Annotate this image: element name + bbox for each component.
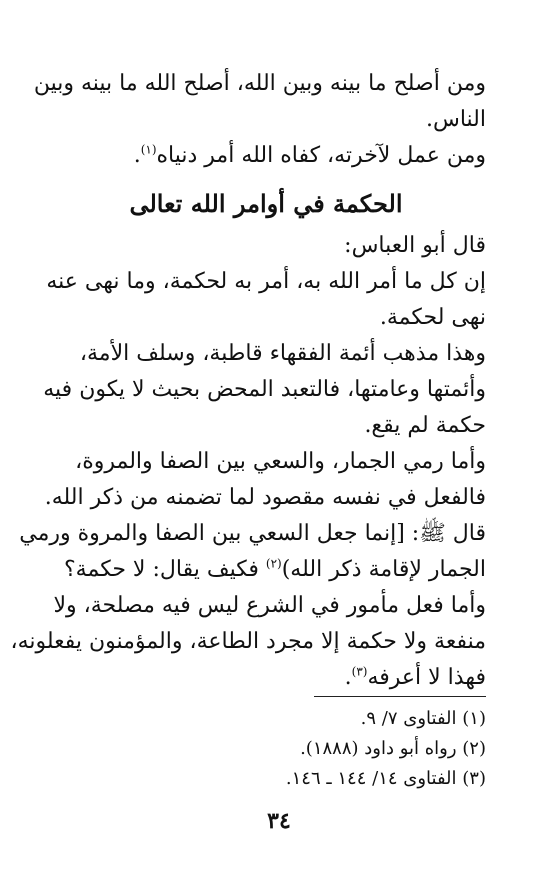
- text-line: [46, 552, 486, 588]
- footnote-divider: [314, 696, 486, 697]
- text-line: ومن أصلح ما بينه وبين الله، أصلح الله ما بينه وبين: [33, 71, 486, 96]
- text-run: فكيف يقال: لا حكمة؟: [64, 557, 266, 582]
- text-line: منفعة ولا حكمة إلا مجرد الطاعة، والمؤمنون يفعلونه،: [10, 629, 486, 654]
- footnote: (٣) الفتاوى ١٤/ ١٤٤ ـ ١٤٦.: [285, 768, 486, 789]
- text-run: ومن عمل لآخرته، كفاه الله أمر دنياه: [156, 143, 486, 168]
- footnote: (٢) رواه أبو داود (١٨٨٨).: [300, 738, 486, 759]
- text-line: وأما فعل مأمور في الشرع ليس فيه مصلحة، ولا: [53, 593, 486, 618]
- text-line: [46, 660, 486, 696]
- footnotes: [46, 704, 486, 794]
- section-heading: الحكمة في أوامر الله تعالى: [129, 189, 403, 218]
- text-line: وأما رمي الجمار، والسعي بين الصفا والمروة،: [75, 449, 486, 474]
- paragraph-afterlife: [46, 138, 486, 174]
- text-line: وهذا مذهب أئمة الفقهاء قاطبة، وسلف الأمة،: [79, 341, 486, 366]
- section-body: [10, 228, 486, 696]
- text-line: [46, 138, 486, 174]
- text-run: الجمار لإقامة ذكر الله): [281, 557, 486, 582]
- footnote-marker: (١): [140, 142, 157, 157]
- text-run: .: [133, 143, 141, 168]
- text-line: نهى لحكمة.: [379, 305, 486, 330]
- footnote-marker: (٣): [351, 664, 368, 679]
- paragraph-opening: [33, 66, 486, 138]
- page-number: ٣٤: [267, 808, 291, 834]
- text-run: فهذا لا أعرفه: [367, 665, 486, 690]
- text-line: قال ﷺ: [إنما جعل السعي بين الصفا والمروة ورمي: [19, 521, 486, 546]
- footnote-marker: (٢): [265, 556, 282, 571]
- text-line: حكمة لم يقع.: [364, 413, 486, 438]
- text-line: فالفعل في نفسه مقصود لما تضمنه من ذكر الله.: [44, 485, 486, 510]
- text-line: الناس.: [425, 107, 486, 132]
- text-line: إن كل ما أمر الله به، أمر به لحكمة، وما نهى عنه: [46, 269, 486, 294]
- footnote: (١) الفتاوى ٧/ ٩.: [360, 708, 486, 729]
- text-line: قال أبو العباس:: [344, 233, 486, 258]
- text-line: وأئمتها وعامتها، فالتعبد المحض بحيث لا يكون فيه: [43, 377, 486, 402]
- text-run: .: [344, 665, 352, 690]
